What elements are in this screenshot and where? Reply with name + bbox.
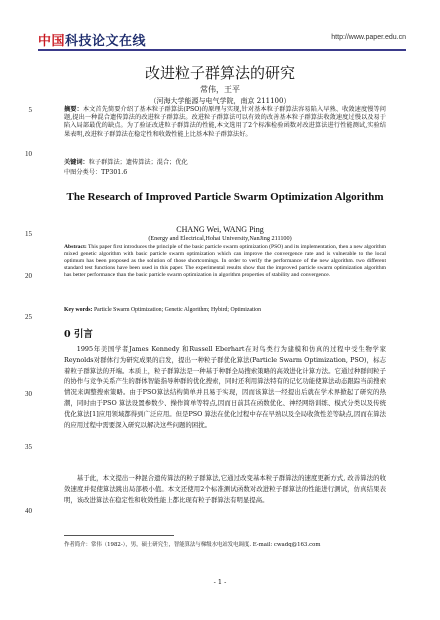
authors-chinese: 常伟，王平 [200, 85, 240, 94]
line-number: 30 [25, 390, 32, 398]
abstract-chinese [64, 106, 386, 139]
classification-number: 中图分类号：TP301.6 [64, 169, 128, 176]
keywords-english [64, 307, 386, 313]
abstract-text: 本文首先简要介绍了基本粒子群算法(PSO)的原理与实现,针对基本粒子群算法容易陷入早熟、收敛速度慢等问题,提出一种混合遗传算法的改进粒子群算法。改进粒子群算法可以有效的改善基本粒子群算法收敛速度过慢以及易于陷入局部最优的缺点。为了验证改进粒子群算法的性能,本文选用了2个标准检验函数对改进算法进行性能测试,实验结果表明,改进粒子群算法在稳定性和收敛性能上比基本粒子群算法好。 [64, 106, 386, 138]
line-number: 35 [25, 443, 32, 451]
keywords-chinese [64, 157, 386, 166]
line-number: 5 [28, 106, 32, 114]
line-number: 15 [25, 230, 32, 238]
abstract-label: Abstract: [64, 244, 87, 250]
line-number: 20 [25, 272, 32, 280]
keywords-text: 粒子群算法；遗传算法；混合；优化 [88, 159, 188, 166]
affiliation-chinese: （河海大学能源与电气学院，南京 211100） [149, 97, 291, 105]
abstract-text: This paper first introduces the principle of the basic particle swarm optimization (PSO) and its implementation, then a new algorithm mixed genetic algorithm with basic particle swarm optimization which can improve the convergence rate and is vulnerable to the local optimum has been proposed as the solution of those shortcomings. In order to verify the performance of the new algorithm. two different standard test functions have been used in this paper. The experimental results show that the improved particle swarm optimization algorithm has better performance than the basic particle swarm optimization in algorithm properties of stability and convergence. [64, 244, 386, 278]
page-header [38, 30, 406, 48]
line-number: 25 [25, 313, 32, 321]
keywords-label: 关键词： [64, 159, 89, 166]
header-rule [38, 49, 406, 51]
body-paragraph: 基于此，本文提出一种混合遗传算法的粒子群算法,它通过改变基本粒子群算法的速度更新方式, 改善算法的收敛速度并促使算法跳出局部极小值。本文还使用2个标准测试函数对改进粒子群算法的性能进行测试，仿真结果表明，该改进算法在稳定性和收敛性能上都比现有粒子群算法有明显提高。 [64, 474, 386, 504]
page-number: - 1 - [213, 578, 227, 586]
body-paragraph: 1995年美国学者James Kennedy 和Russell Eberhart在对鸟类行为建模和仿真的过程中受生物学家Reynolds对群体行为研究成果的启发，提出一种粒子群优化算法(Particle Swarm Optimization, PSO)，标志着粒子群算法的开端。本质上，粒子群算法是一种基于种群全局搜索策略的高效进化计算方法。它通过种群间粒子的协作与竞争关系产生的群体智能指导种群的优化搜索，同时还利用算法特有的记忆功能使算法动态跟踪当前搜索情况来调整搜索策略。由于PSO算法结构简单并且易于实现，因而该算法一经提出后就在学术界掀起了研究的热潮，同时由于PSO 算法设置参数少、操作简单等特点,因而日前其在函数优化、神经网络训练、模式分类以及传统优化算法[1]应用领域都得到广泛应用。但是PSO 算法在优化过程中存在早熟以及全局收敛性差等缺点,因而在算法的应用过程中需要深入研究以解决这些问题的困扰。 [64, 345, 386, 429]
authors-english: CHANG Wei, WANG Ping [176, 225, 264, 234]
abstract-english [64, 244, 386, 279]
line-number: 40 [25, 507, 32, 515]
abstract-label: 摘要： [64, 106, 83, 113]
affiliation-english: (Energy and Electrical,Hohai University,NanJing 211100) [148, 235, 292, 242]
title-english: The Research of Improved Particle Swarm Optimization Algorithm [66, 191, 384, 203]
keywords-text: Particle Swarm Optimization; Genetic Algorithm; Hybird; Optimization [93, 307, 262, 313]
author-footnote: 作者简介：常伟（1982-），男，硕士研究生，智能算法与梯级水电站发电调度. E-mail: cwadq@163.com [64, 542, 321, 548]
line-number: 10 [25, 150, 32, 158]
title-chinese: 改进粒子群算法的研究 [144, 64, 295, 82]
footnote-rule [64, 535, 174, 536]
section-heading: 0 引言 [64, 329, 93, 340]
site-url[interactable]: http://www.paper.edu.cn [331, 34, 406, 41]
site-logo[interactable]: 中国科技论文在线 [38, 34, 147, 49]
keywords-label: Key words: [64, 307, 93, 313]
